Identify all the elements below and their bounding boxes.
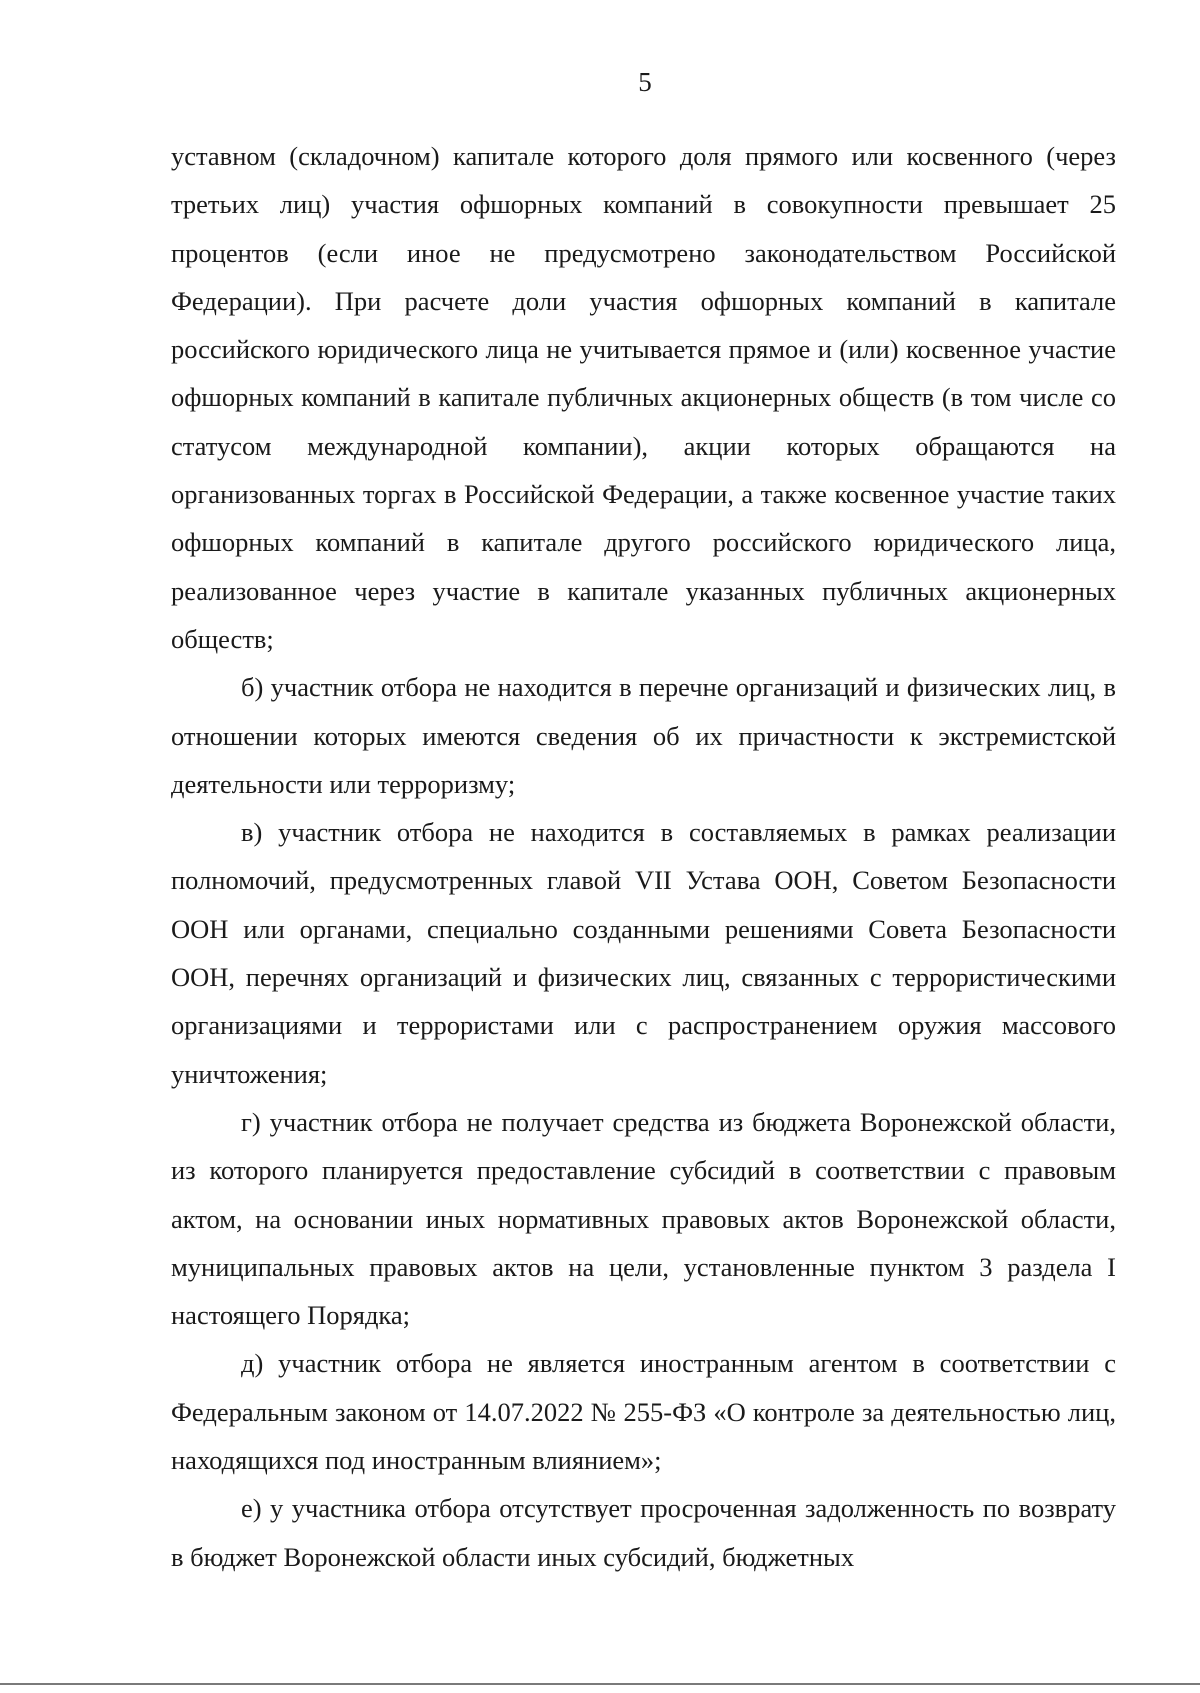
page-number: 5	[638, 67, 652, 97]
paragraph-e-overdue-debt: е) у участника отбора отсутствует просроченная задолженность по возврату в бюджет Воронежской области иных субсидий, бюджетных	[171, 1493, 1116, 1572]
paragraph-offshore-capital: уставном (складочном) капитале которого доля прямого или косвенного (через третьих лиц) участия офшорных компаний в совокупности превышает 25 процентов (если иное не предусмотрено законодательством Российской Федерации). При расчете доли участия офшорных компаний в капитале российского юридического лица не учитывается прямое и (или) косвенное участие офшорных компаний в капитале публичных акционерных обществ (в том числе со статусом международной компании), акции которых обращаются на организованных торгах в Российской Федерации, а также косвенное участие таких офшорных компаний в капитале другого российского юридического лица, реализованное через участие в капитале указанных публичных акционерных обществ;	[171, 141, 1116, 654]
paragraph-g-budget-funds: г) участник отбора не получает средства из бюджета Воронежской области, из которого планируется предоставление субсидий в соответствии с правовым актом, на основании иных нормативных правовых актов Воронежской области, муниципальных правовых актов на цели, установленные пунктом 3 раздела I настоящего Порядка;	[171, 1106, 1116, 1331]
document-body	[171, 132, 1116, 1581]
paragraph-b-extremism-list: б) участник отбора не находится в перечне организаций и физических лиц, в отношении которых имеются сведения об их причастности к экстремистской деятельности или терроризму;	[171, 672, 1116, 799]
bottom-scan-edge	[0, 1683, 1200, 1685]
paragraph-d-foreign-agent: д) участник отбора не является иностранным агентом в соответствии с Федеральным законом от 14.07.2022 № 255-ФЗ «О контроле за деятельностью лиц, находящихся под иностранным влиянием»;	[171, 1348, 1116, 1476]
paragraph-v-un-sanctions: в) участник отбора не находится в составляемых в рамках реализации полномочий, предусмотренных главой VII Устава ООН, Советом Безопасности ООН или органами, специально созданными решениями Совета Безопасности ООН, перечнях организаций и физических лиц, связанных с террористическими организациями и террористами или с распространением оружия массового уничтожения;	[171, 817, 1116, 1089]
